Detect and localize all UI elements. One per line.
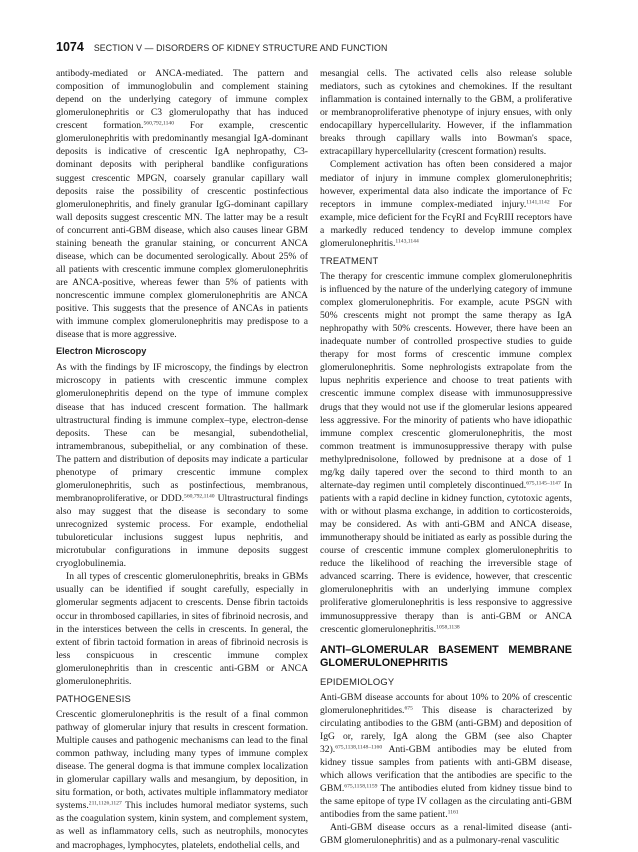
reference-superscript[interactable]: 1141,1142 — [526, 199, 550, 206]
paragraph: Anti-GBM disease occurs as a renal-limited disease (anti-GBM glomerulonephritis) and as a pulmonary-renal vasculitic — [320, 822, 572, 847]
reference-superscript[interactable]: 560,792,1140 — [143, 120, 175, 127]
reference-superscript[interactable]: 675,1158,1159 — [344, 783, 378, 790]
paragraph: antibody-mediated or ANCA-mediated. The pattern and composition of immunoglobulin and complement staining depend on the underlying category of immune complex glomerulonephritis or C3 glomerulopathy that has induced crescent formation.$^{560,792,1140}$ For example, crescentic glomerulonephritis with predominantly mesangial IgA-dominant deposits is indicative of crescentic IgA nephropathy, C3-dominant deposits with peripheral bandlike configurations suggest crescentic MPGN, coarsely granular capillary wall deposits raise the possibility of crescentic postinfectious glomerulonephritis, and finely granular IgG-dominant capillary wall deposits suggest crescentic MN. The latter may be a result of concurrent anti-GBM disease, which also causes linear GBM staining beneath the granular staining, or concurrent ANCA disease, which can be documented serologically. About 25% of all patients with crescentic immune complex glomerulonephritis are ANCA-positive, whereas fewer than 5% of patients with noncrescentic immune complex glomerulonephritis are ANCA positive. This suggests that the presence of ANCAs in patients with immune complex glomerulonephritis may predispose to a disease that is more aggressive. — [56, 68, 309, 341]
heading-pathogenesis: PATHOGENESIS — [56, 692, 131, 704]
paragraph: As with the findings by IF microscopy, the findings by electron microscopy in patients with crescentic immune complex glomerulonephritis depend on the type of immune complex disease that has induced crescent formation. The hallmark ultrastructural finding is immune complex–type, electron-dense deposits. These can be mesangial, subendothelial, intramembranous, subepithelial, or any combination of these. The pattern and distribution of deposits may indicate a particular phenotype of primary crescentic immune complex glomerulonephritis, such as postinfectious, membranous, membranoproliferative, or DDD.$^{560,792,1140}$ Ultrastructural findings also may suggest that the disease is secondary to some unrecognized systemic process. For example, endothelial tubuloreticular inclusions suggest lupus nephritis, and microtubular configurations in immune deposits suggest cryoglobulinemia. — [56, 362, 308, 570]
reference-superscript[interactable]: 1161 — [447, 809, 459, 816]
right-column — [320, 67, 572, 847]
paragraph: In all types of crescentic glomerulonephritis, breaks in GBMs usually can be identified if sought carefully, especially in glomerular segments adjacent to crescents. Dense fibrin tactoids occur in thrombosed capillaries, in sites of fibrinoid necrosis, and in the interstices between the cells in crescents. In general, the extent of fibrin tactoid formation in areas of fibrinoid necrosis is less conspicuous in crescentic immune complex glomerulonephritis than in crescentic anti-GBM or ANCA glomerulonephritis. — [56, 571, 308, 687]
heading-treatment: TREATMENT — [320, 254, 379, 266]
reference-superscript[interactable]: 675,1138,1148–1160 — [335, 744, 383, 751]
paragraph: Complement activation has often been considered a major mediator of injury in immune complex glomerulonephritis; however, experimental data also indicate the importance of Fc receptors in immune complex-mediated injury.$^{1141,1142}$ For example, mice deficient for the FcγRI and FcγRIII receptors have a markedly reduced tendency to develop immune complex glomerulonephritis.$^{1143,1144}$ — [320, 159, 572, 249]
page-number: 1074 — [56, 40, 84, 54]
running-head: SECTION V — DISORDERS OF KIDNEY STRUCTURE AND FUNCTION — [93, 43, 388, 53]
paragraph: The therapy for crescentic immune complex glomerulonephritis is influenced by the nature of the underlying category of immune complex glomerulonephritis. For example, acute PSGN with 50% crescents might not prompt the same therapy as IgA nephropathy with 50% crescents. However, there have been an inadequate number of controlled prospective studies to guide therapy for most forms of crescentic immune complex glomerulonephritis. Some nephrologists extrapolate from the lupus nephritis experience and choose to treat patients with crescentic immune complex disease with immunosuppressive drugs that they would not use if the glomerular lesions appeared less aggressive. For the minority of patients who have idiopathic immune complex crescentic glomerulonephritis, the most common treatment is immunosuppressive therapy with pulse methylprednisolone, followed by prednisone at a dose of 1 mg/kg daily tapered over the second to third month to an alternate-day regimen until completely discontinued.$^{675,1145-1147}$ In patients with a rapid decline in kidney function, cytotoxic agents, with or without plasma exchange, in addition to corticosteroids, may be considered. As with anti-GBM and ANCA disease, immunotherapy should be initiated as early as possible during the course of crescentic immune complex glomerulonephritis to reduce the likelihood of reaching the irreversible stage of advanced scarring. There is evidence, however, that crescentic glomerulonephritis with an underlying immune complex proliferative glomerulonephritis is less responsive to aggressive immunosuppressive therapy than is anti-GBM or ANCA crescentic glomerulonephritis.$^{1058,1138}$ — [320, 270, 573, 635]
subheading-electron-microscopy: Electron Microscopy — [56, 346, 147, 357]
reference-superscript[interactable]: 560,792,1140 — [184, 493, 215, 500]
paragraph: Crescentic glomerulonephritis is the result of a final common pathway of glomerular injury that results in crescent formation. Multiple causes and pathogenic mechanisms can lead to the final common pathway, including many types of immune complex disease. The general dogma is that immune complex localization in glomerular capillary walls and mesangium, by deposition, in situ formation, or both, activates multiple inflammatory mediator systems.$^{211,1126,1127}$ This includes humoral mediator systems, such as the coagulation system, kinin system, and complement system, as well as inflammatory cells, such as neutrophils, monocytes and macrophages, lymphocytes, platelets, endothelial cells, and — [56, 708, 308, 851]
paragraph: Anti-GBM disease accounts for about 10% to 20% of crescentic glomerulonephritides.$^{675}$ This disease is characterized by circulating antibodies to the GBM (anti-GBM) and deposition of IgG or, rarely, IgA along the GBM (see also Chapter 32).$^{675,1138,1148-1160}$ Anti-GBM antibodies may be eluted from kidney tissue samples from patients with anti-GBM disease, which allows verification that the antibodies are specific to the GBM.$^{675,1158,1159}$ The antibodies eluted from kidney tissue bind to the same epitope of type IV collagen as the circulating anti-GBM antibodies from the same patient.$^{1161}$ — [320, 691, 572, 821]
page-header — [56, 40, 596, 60]
section-heading-anti-gbm: ANTI–GLOMERULAR BASEMENT MEMBRANE GLOMERULONEPHRITIS — [320, 643, 572, 670]
reference-superscript[interactable]: 1143,1144 — [395, 238, 419, 245]
left-column — [56, 67, 308, 852]
reference-superscript[interactable]: 675 — [404, 705, 413, 712]
heading-epidemiology: EPIDEMIOLOGY — [320, 675, 395, 687]
reference-superscript[interactable]: 1058,1138 — [436, 623, 460, 630]
reference-superscript[interactable]: 675,1145–1147 — [526, 480, 561, 487]
paragraph: mesangial cells. The activated cells also release soluble mediators, such as cytokines and chemokines. If the resultant inflammation is contained internally to the GBM, a proliferative or membranoproliferative phenotype of injury ensues, with only endocapillary hypercellularity. However, if the inflammation breaks through capillary walls into Bowman's space, extracapillary hypercellularity (crescent formation) results. — [320, 68, 572, 158]
reference-superscript[interactable]: 211,1126,1127 — [88, 800, 122, 807]
